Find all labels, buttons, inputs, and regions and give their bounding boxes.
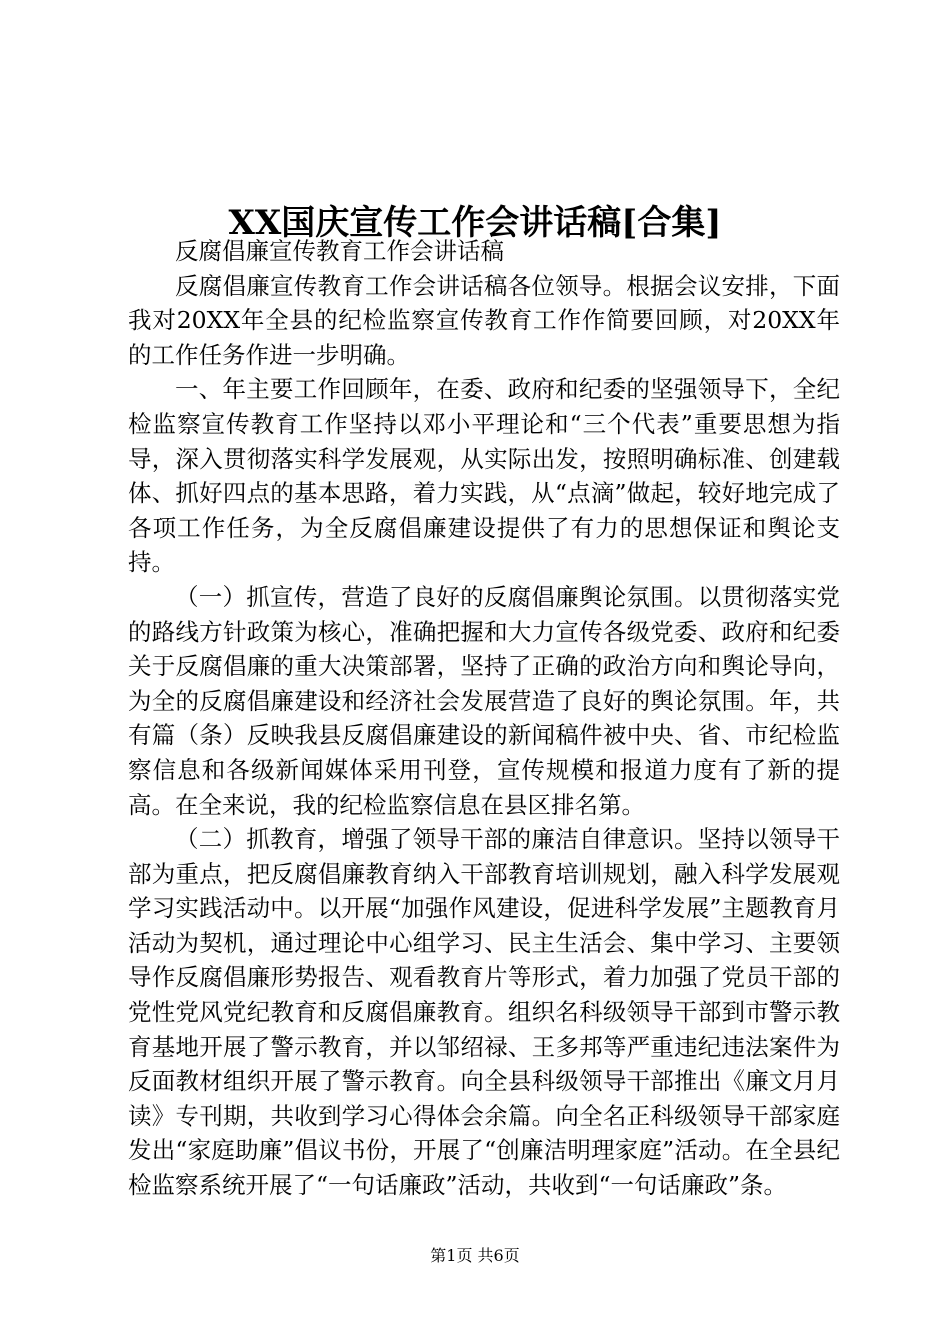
paragraph-review: 一、年主要工作回顾年，在委、政府和纪委的坚强领导下，全纪检监察宣传教育工作坚持以邓小平理论和“三个代表”重要思想为指导，深入贯彻落实科学发展观，从实际出发，按照明确标准、创建载体、抓好四点的基本思路，着力实践，从“点滴”做起，较好地完成了各项工作任务，为全反腐倡廉建设提供了有力的思想保证和舆论支持。: [128, 375, 840, 577]
document-body: [128, 234, 840, 1203]
document-title: XX国庆宣传工作会讲话稿[合集]: [228, 202, 722, 243]
page-number-footer: 第1页 共6页: [430, 1246, 520, 1265]
paragraph-publicity: （一）抓宣传，营造了良好的反腐倡廉舆论氛围。以贯彻落实党的路线方针政策为核心，准确把握和大力宣传各级党委、政府和纪委关于反腐倡廉的重大决策部署，坚持了正确的政治方向和舆论导向，为全的反腐倡廉建设和经济社会发展营造了良好的舆论氛围。年，共有篇（条）反映我县反腐倡廉建设的新闻稿件被中央、省、市纪检监察信息和各级新闻媒体采用刊登，宣传规模和报道力度有了新的提高。在全来说，我的纪检监察信息在县区排名第。: [128, 582, 840, 819]
paragraph-intro: 反腐倡廉宣传教育工作会讲话稿各位领导。根据会议安排，下面我对20XX年全县的纪检监察宣传教育工作作简要回顾，对20XX年的工作任务作进一步明确。: [128, 271, 840, 369]
paragraph-subtitle: 反腐倡廉宣传教育工作会讲话稿: [175, 237, 504, 265]
paragraph-education: （二）抓教育，增强了领导干部的廉洁自律意识。坚持以领导干部为重点，把反腐倡廉教育纳入干部教育培训规划，融入科学发展观学习实践活动中。以开展“加强作风建设，促进科学发展”主题教育月活动为契机，通过理论中心组学习、民主生活会、集中学习、主要领导作反腐倡廉形势报告、观看教育片等形式，着力加强了党员干部的党性党风党纪教育和反腐倡廉教育。组织名科级领导干部到市警示教育基地开展了警示教育，并以邹绍禄、王多邦等严重违纪违法案件为反面教材组织开展了警示教育。向全县科级领导干部推出《廉文月月读》专刊期，共收到学习心得体会余篇。向全名正科级领导干部家庭发出“家庭助廉”倡议书份，开展了“创廉洁明理家庭”活动。在全县纪检监察系统开展了“一句话廉政”活动，共收到“一句话廉政”条。: [128, 825, 840, 1200]
